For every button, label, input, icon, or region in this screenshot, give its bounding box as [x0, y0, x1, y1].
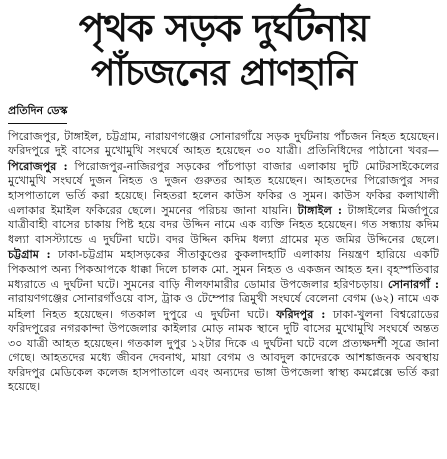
headline-line-1: পৃথক সড়ক দুর্ঘটনায় [78, 6, 369, 50]
report-tangail: টাঙ্গাইলের মির্জাপুরে যাত্রীবাহী বাসের চাকায় পিষ্ট হয়ে বদর উদ্দিন নামে এক ব্যক্তি নিহত হয়েছেন। গত সন্ধ্যায় কদিম ধল্যা বাসস্ট্যান্ডে এ দুর্ঘটনা ঘটে। বদর উদ্দিন কদিম ধল্যা গ্রামের মৃত জমির উদ্দিনের ছেলে। [8, 204, 440, 246]
dateline-pirojpur: পিরোজপুর : [8, 158, 68, 173]
report-sonargaon: নারায়ণগঞ্জের সোনারগাঁওয়ে বাস, ট্রাক ও টেম্পোর ত্রিমুখী সংঘর্ষে বেলেনা বেগম (৬২) নামে এক মহিলা নিহত হয়েছেন। গতকাল দুপুরে এ দুর্ঘটনা ঘটে। [8, 292, 439, 321]
report-pirojpur: পিরোজপুর-নাজিরপুর সড়কের পাঁচপাড়া বাজার এলাকায় দুটি মোটরসাইকেলের মুখোমুখি সংঘর্ষে দুজন নিহত ও দুজন গুরুতর আহত হয়েছেন। আহতদের পিরোজপুর সদর হাসপাতালে ভর্তি করা হয়েছে। নিহতরা হলেন কাউস ফকির ও সুমন। কাউস ফকির কলাখালী এলাকার ইমাইল ফকিরের ছেলে। সুমনের পরিচয় জানা যায়নি। [8, 159, 439, 218]
dateline-faridpur: ফরিদপুর : [276, 306, 326, 321]
dateline-chattogram: চট্টগ্রাম : [8, 247, 51, 262]
article-body [8, 130, 439, 394]
headline-line-2: পাঁচজনের প্রাণহানি [90, 53, 357, 94]
byline: প্রতিদিন ডেস্ক [8, 102, 67, 124]
article-intro: পিরোজপুর, টাঙ্গাইল, চট্টগ্রাম, নারায়ণগঞ্জের সোনারগাঁয়ে সড়ক দুর্ঘটনায় পাঁচজন নিহত হয়েছেন। ফরিদপুরে দুই বাসের মুখোমুখি সংঘর্ষে আহত হয়েছেন ৩০ যাত্রী। প্রতিনিধিদের পাঠানো খবর— [8, 130, 439, 158]
article-paragraph [8, 130, 439, 394]
dateline-tangail: টাঙ্গাইল : [297, 203, 343, 218]
report-chattogram: ঢাকা-চট্টগ্রাম মহাসড়কের সীতাকুণ্ডের কুকলাদহাটি এলাকায় নিয়ন্ত্রণ হারিয়ে একটি পিকআপ অন্য পিকআপকে ধাক্কা দিলে চালক মো. সুমন নিহত ও একজন আহত হন। বৃহস্পতিবার মধ্যরাতে এ দুর্ঘটনা ঘটে। সুমনের বাড়ি নীলফামারীর ডোমার উপজেলার হরিণচড়ায়। [8, 248, 439, 292]
byline-row [8, 96, 439, 124]
report-faridpur: ঢাকা-খুলনা বিশ্বরোডের ফরিদপুরের নগরকান্দা উপজেলার কাইলার মোড় নামক স্থানে দুটি বাসের মুখোমুখি সংঘর্ষে অন্তত ৩০ যাত্রী আহত হয়েছেন। গতকাল দুপুর ১২টার দিকে এ দুর্ঘটনা ঘটে বলে প্রত্যক্ষদর্শী সূত্রে জানা গেছে। আহতদের মধ্যে জীবন দেবনাথ, মায়া বেগম ও আবদুল কাদেরকে আশঙ্কাজনক অবস্থায় ফরিদপুর মেডিকেল কলেজ হাসপাতালে এবং অন্যদের ভাঙ্গা উপজেলা স্বাস্থ্য কমপ্লেক্সে ভর্তি করা হয়েছে। [8, 307, 440, 393]
dateline-sonargaon: সোনারগাঁ : [388, 277, 439, 292]
headline [8, 6, 439, 96]
